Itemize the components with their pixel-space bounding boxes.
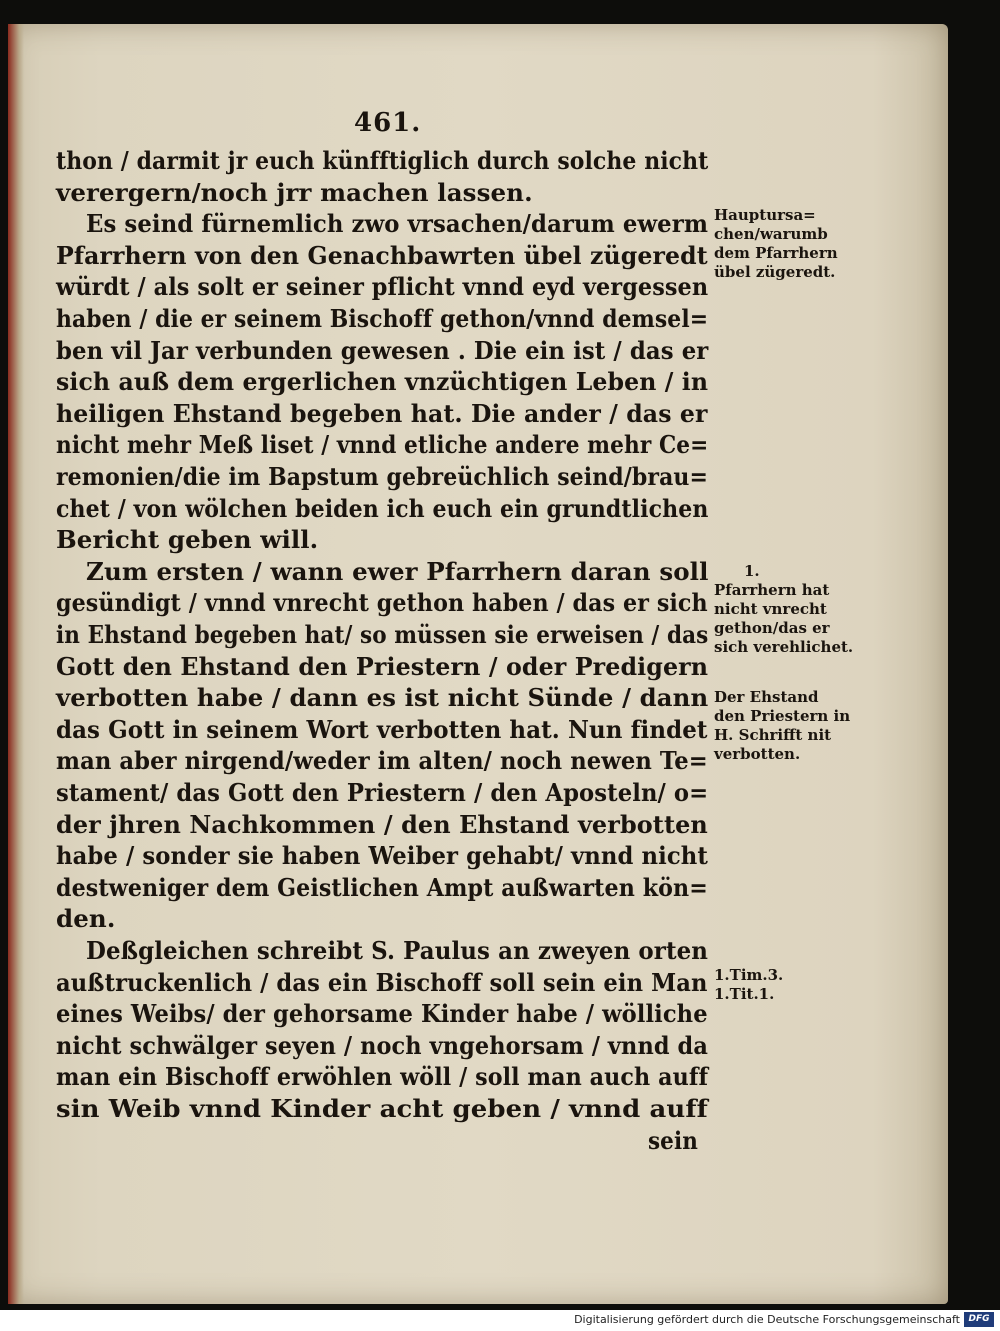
margin-note-line: dem Pfarrhern [714, 244, 838, 262]
page-text-block [24, 0, 964, 1300]
margin-note-line: H. Schrifft nit [714, 726, 832, 744]
text-line: stament/ das Gott den Priestern / den Aposteln/ o= [56, 778, 709, 807]
margin-note-line: übel zügeredt. [714, 263, 836, 281]
text-line: destweniger dem Geistlichen Ampt außwarten kön= [56, 872, 708, 902]
margin-note-line: den Priestern in [714, 707, 851, 725]
text-line: nicht mehr Meß liset / vnnd etliche andere mehr Ce= [56, 430, 709, 460]
margin-note-line: Der Ehstand [714, 688, 819, 706]
margin-note-line: 1.Tim.3. [714, 966, 784, 984]
margin-note-line: 1. [744, 562, 760, 580]
funding-note: Digitalisierung gefördert durch die Deutsche Forschungsgemeinschaft [574, 1313, 960, 1326]
margin-note-line: gethon/das er [714, 619, 830, 637]
text-line: Zum ersten / wann ewer Pfarrhern daran soll [86, 556, 709, 586]
text-line: habe / sonder sie haben Weiber gehabt/ vnnd nicht [56, 841, 708, 871]
text-line: man aber nirgend/weder im alten/ noch newen Te= [56, 746, 708, 776]
page-edge [8, 24, 24, 1304]
margin-note-line: nicht vnrecht [714, 600, 827, 618]
text-line: außtruckenlich / das ein Bischoff soll sein ein Man [56, 967, 708, 997]
text-line: thon / darmit jr euch künfftiglich durch solche nicht [56, 146, 709, 175]
text-line: haben / die er seinem Bischoff gethon/vnnd demsel= [56, 304, 709, 333]
text-line: Pfarrhern von den Genachbawrten übel zügeredt [56, 240, 708, 270]
text-line: man ein Bischoff erwöhlen wöll / soll man auch auff [56, 1062, 709, 1092]
text-line: heiligen Ehstand begeben hat. Die ander / das er [56, 398, 708, 428]
text-line: würdt / als solt er seiner pflicht vnnd eyd vergessen [56, 272, 709, 302]
text-line: Es seind fürnemlich zwo vrsachen/darum ewerm [86, 209, 709, 239]
text-line: gesündigt / vnnd vnrecht gethon haben / das er sich [56, 588, 708, 618]
footer-bar [0, 1310, 1000, 1331]
margin-note-line: 1.Tit.1. [714, 985, 775, 1003]
text-line: sich auß dem ergerlichen vnzüchtigen Leben / in [56, 367, 709, 397]
text-line: Deßgleichen schreibt S. Paulus an zweyen orten [86, 936, 709, 965]
text-line: eines Weibs/ der gehorsame Kinder habe / wölliche [56, 999, 708, 1029]
text-line: Gott den Ehstand den Priestern / oder Predigern [56, 651, 709, 681]
text-line: sin Weib vnnd Kinder acht geben / vnnd auff [56, 1094, 708, 1123]
text-line: verergern/noch jrr machen lassen. [56, 177, 533, 207]
margin-note-line: chen/warumb [714, 225, 828, 243]
margin-note-line: verbotten. [714, 745, 801, 763]
text-line: der jhren Nachkommen / den Ehstand verbotten [56, 809, 708, 839]
margin-note-line: Hauptursa= [714, 206, 816, 224]
text-line: den. [56, 904, 116, 934]
text-line: das Gott in seinem Wort verbotten hat. Nun findet [56, 714, 708, 744]
text-line: chet / von wölchen beiden ich euch ein grundtlichen [56, 493, 709, 523]
margin-note-line: Pfarrhern hat [714, 581, 830, 599]
text-line: remonien/die im Bapstum gebreüchlich seind/brau= [56, 462, 709, 491]
text-line: verbotten habe / dann es ist nicht Sünde / dann [56, 683, 709, 713]
margin-note-line: sich verehlichet. [714, 638, 854, 656]
text-line: sein [648, 1125, 698, 1155]
text-line: Bericht geben will. [56, 525, 319, 555]
page-number: 461. [354, 108, 422, 138]
text-line: in Ehstand begeben hat/ so müssen sie erweisen / das [56, 620, 709, 649]
dfg-logo: DFG [964, 1312, 994, 1327]
text-line: nicht schwälger seyen / noch vngehorsam / vnnd da [56, 1030, 708, 1060]
text-line: ben vil Jar verbunden gewesen . Die ein ist / das er [56, 335, 709, 365]
